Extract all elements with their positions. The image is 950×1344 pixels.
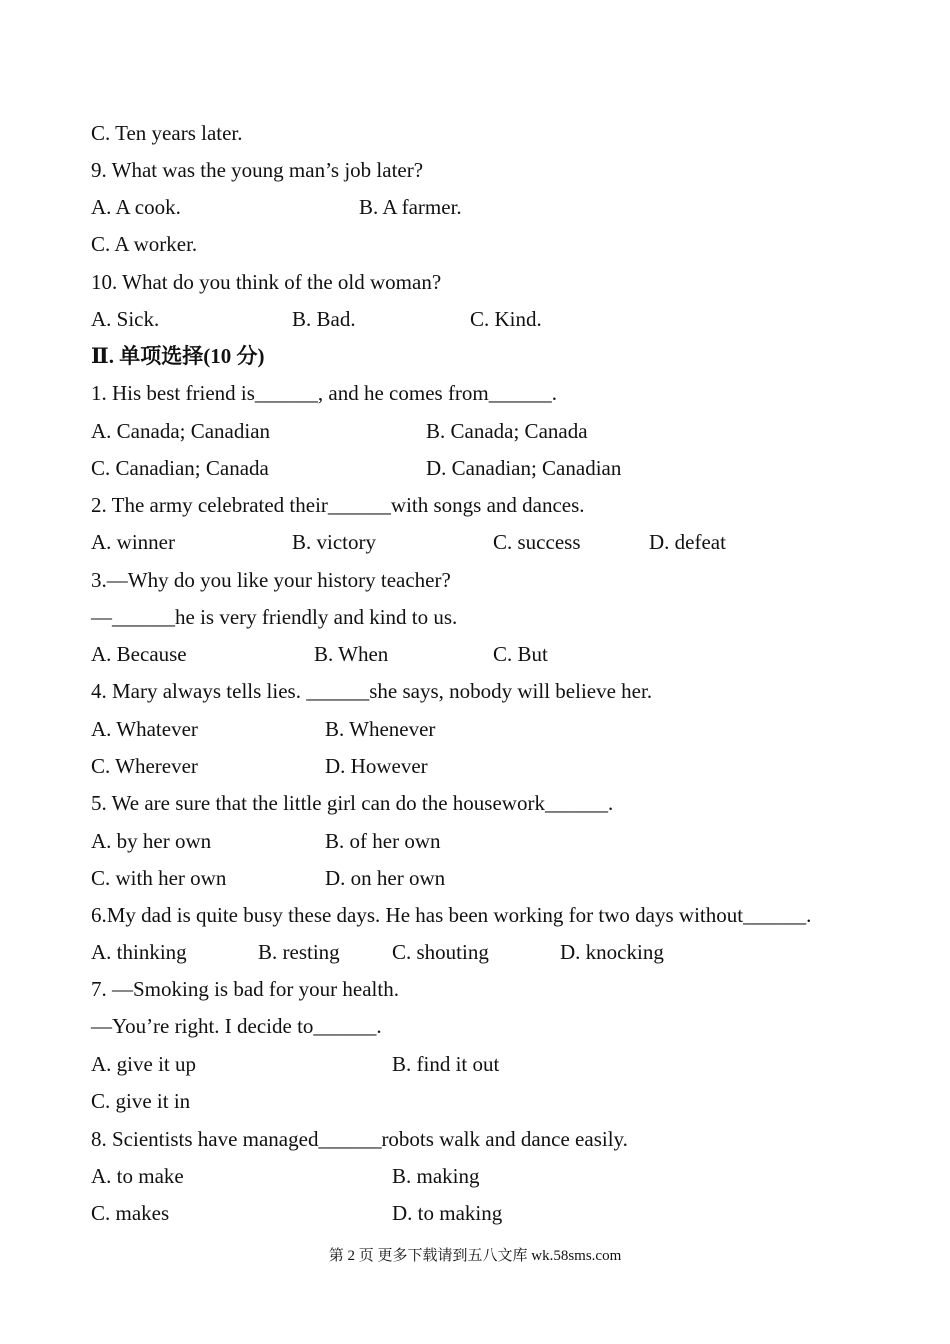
option-a: A. Because xyxy=(91,642,187,666)
option-d: D. However xyxy=(325,754,428,778)
option-a: A. Whatever xyxy=(91,717,198,741)
question-stem: 2. The army celebrated their______with songs and dances. xyxy=(91,493,585,517)
question-stem: 4. Mary always tells lies. ______she says, nobody will believe her. xyxy=(91,679,653,703)
option-c: C. makes xyxy=(91,1201,170,1225)
option-b: B. victory xyxy=(292,530,376,554)
option-c: C. A worker. xyxy=(91,232,198,256)
question-stem: 1. His best friend is______, and he comes from______. xyxy=(91,381,558,405)
option-c: C. Canadian; Canada xyxy=(91,456,269,480)
option-a: A. thinking xyxy=(91,940,187,964)
option-d: D. Canadian; Canadian xyxy=(426,456,622,480)
option-b: B. find it out xyxy=(392,1052,500,1076)
page-footer: 第 2 页 更多下载请到五八文库 wk.58sms.com xyxy=(328,1248,622,1264)
question-stem: 6.My dad is quite busy these days. He has been working for two days without______. xyxy=(91,903,812,927)
option-a: A. A cook. xyxy=(91,195,181,219)
option-c: C. Kind. xyxy=(470,307,542,331)
option-d: D. on her own xyxy=(325,866,446,890)
question-stem: 10. What do you think of the old woman? xyxy=(91,270,442,294)
question-stem: 5. We are sure that the little girl can do the housework______. xyxy=(91,791,614,815)
option-text: C. Ten years later. xyxy=(91,121,243,145)
option-b: B. of her own xyxy=(325,829,441,853)
option-c: C. with her own xyxy=(91,866,227,890)
option-b: B. A farmer. xyxy=(359,195,462,219)
option-c: C. give it in xyxy=(91,1089,191,1113)
option-b: B. Bad. xyxy=(292,307,356,331)
option-d: D. to making xyxy=(392,1201,503,1225)
option-b: B. When xyxy=(314,642,389,666)
question-stem: 7. —Smoking is bad for your health. xyxy=(91,977,399,1001)
option-c: C. Wherever xyxy=(91,754,198,778)
question-stem-reply: —You’re right. I decide to______. xyxy=(91,1014,382,1038)
option-b: B. Whenever xyxy=(325,717,436,741)
option-c: C. success xyxy=(493,530,581,554)
option-c: C. shouting xyxy=(392,940,489,964)
section-heading: Ⅱ. 单项选择(10 分) xyxy=(91,344,265,368)
question-stem-reply: —______he is very friendly and kind to us. xyxy=(91,605,458,629)
option-a: A. Canada; Canadian xyxy=(91,419,271,443)
option-b: B. making xyxy=(392,1164,480,1188)
question-stem: 9. What was the young man’s job later? xyxy=(91,158,424,182)
option-d: D. knocking xyxy=(560,940,664,964)
option-a: A. Sick. xyxy=(91,307,160,331)
option-c: C. But xyxy=(493,642,548,666)
option-d: D. defeat xyxy=(649,530,726,554)
option-b: B. resting xyxy=(258,940,340,964)
question-stem: 8. Scientists have managed______robots walk and dance easily. xyxy=(91,1127,628,1151)
option-b: B. Canada; Canada xyxy=(426,419,588,443)
option-a: A. to make xyxy=(91,1164,184,1188)
question-stem: 3.—Why do you like your history teacher? xyxy=(91,568,451,592)
option-a: A. by her own xyxy=(91,829,212,853)
option-a: A. winner xyxy=(91,530,175,554)
option-a: A. give it up xyxy=(91,1052,196,1076)
